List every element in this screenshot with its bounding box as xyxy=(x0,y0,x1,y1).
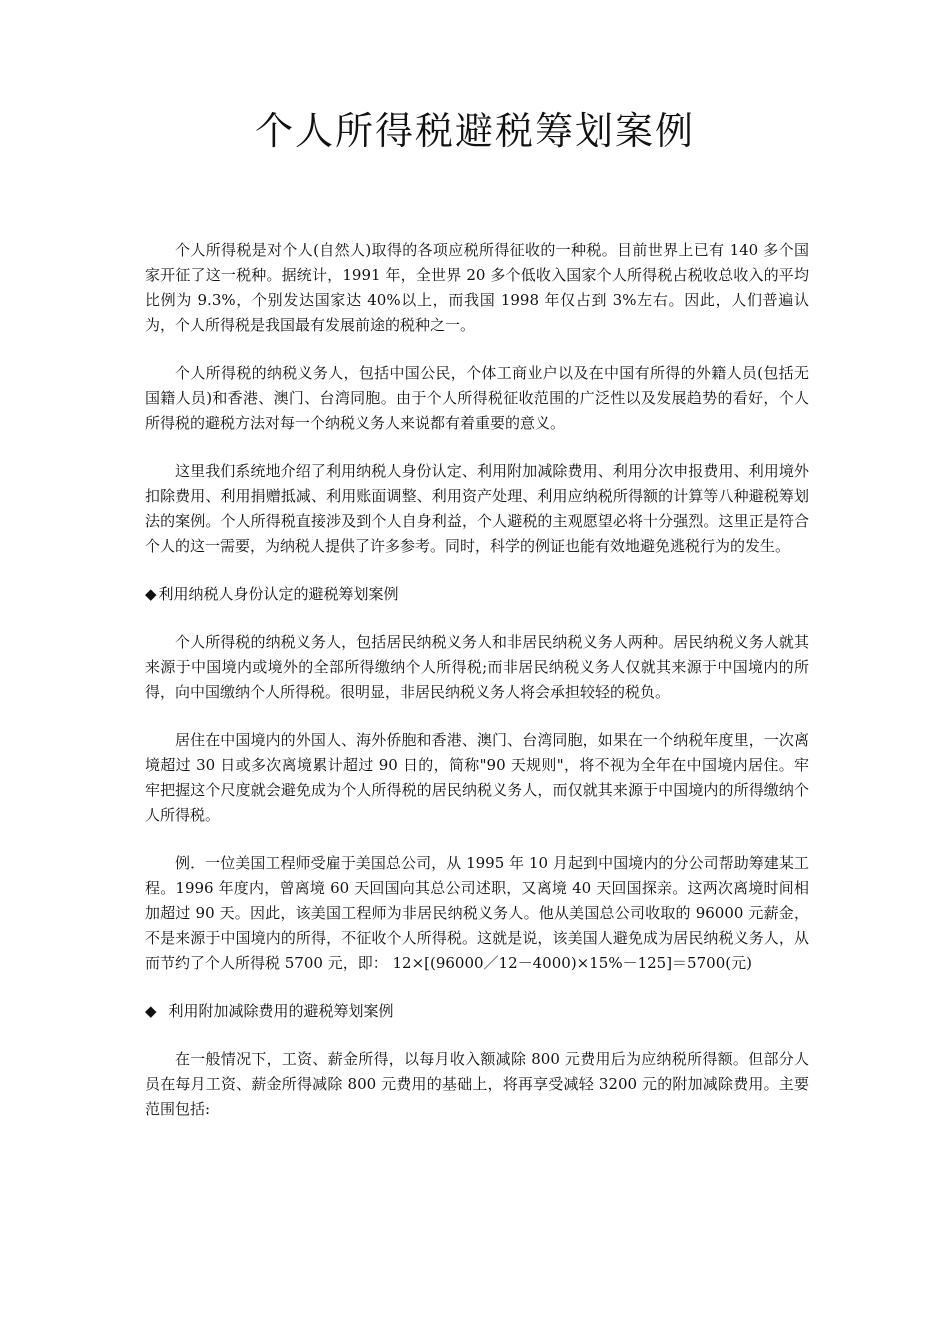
paragraph-intro-1: 个人所得税是对个人(自然人)取得的各项应税所得征收的一种税。目前世界上已有 140 多个国家开征了这一税种。据统计，1991 年，全世界 20 多个低收入国家个人所得税占税收总收入的平均比例为 9.3%，个别发达国家达 40%以上，而我国 1998 年仅占到 3%左右。因此，人们普遍认为，个人所得税是我国最有发展前途的税种之一。 xyxy=(145,241,809,334)
section-heading-label: 利用纳税人身份认定的避税筹划案例 xyxy=(158,585,399,603)
paragraph-intro-3: 这里我们系统地介绍了利用纳税人身份认定、利用附加减除费用、利用分次申报费用、利用境外扣除费用、利用捐赠抵减、利用账面调整、利用资产处理、利用应纳税所得额的计算等八种避税筹划法的案例。个人所得税直接涉及到个人自身利益，个人避税的主观愿望必将十分强烈。这里正是符合个人的这一需要，为纳税人提供了许多参考。同时，科学的例证也能有效地避免逃税行为的发生。 xyxy=(145,462,809,555)
section-heading-label: 利用附加减除费用的避税筹划案例 xyxy=(168,1002,394,1020)
paragraph-identity-1: 个人所得税的纳税义务人，包括居民纳税义务人和非居民纳税义务人两种。居民纳税义务人就其来源于中国境内或境外的全部所得缴纳个人所得税;而非居民纳税义务人仅就其来源于中国境内的所得，向中国缴纳个人所得税。很明显，非居民纳税义务人将会承担较轻的税负。 xyxy=(145,633,809,701)
paragraph-example: 例．一位美国工程师受雇于美国总公司，从 1995 年 10 月起到中国境内的分公司帮助筹建某工程。1996 年度内，曾离境 60 天回国向其总公司述职，又离境 40 天回国探亲。这两次离境时间相加超过 90 天。因此，该美国工程师为非居民纳税义务人。他从美国总公司收取的 96000 元薪金，不是来源于中国境内的所得，不征收个人所得税。这就是说，该美国人避免成为居民纳税义务人，从而节约了个人所得税 5700 元，即： 12×[(96000／12－4000)×15%－125]＝5700(元) xyxy=(145,854,809,972)
paragraph-deduction-1: 在一般情况下，工资、薪金所得，以每月收入额减除 800 元费用后为应纳税所得额。但部分人员在每月工资、薪金所得减除 800 元费用的基础上，将再享受减轻 3200 元的附加减除费用。主要范围包括: xyxy=(145,1050,809,1118)
paragraph-identity-2: 居住在中国境内的外国人、海外侨胞和香港、澳门、台湾同胞，如果在一个纳税年度里，一次离境超过 30 日或多次离境累计超过 90 日的，简称"90 天规则"，将不视为全年在中国境内居住。牢牢把握这个尺度就会避免成为个人所得税的居民纳税义务人，而仅就其来源于中国境内的所得缴纳个人所得税。 xyxy=(145,731,809,824)
document-body xyxy=(145,238,809,1145)
diamond-bullet-icon: ◆ xyxy=(145,1002,157,1020)
paragraph-intro-2: 个人所得税的纳税义务人，包括中国公民，个体工商业户以及在中国有所得的外籍人员(包括无国籍人员)和香港、澳门、台湾同胞。由于个人所得税征收范围的广泛性以及发展趋势的看好，个人所得税的避税方法对每一个纳税义务人来说都有着重要的意义。 xyxy=(145,364,809,432)
document-title: 个人所得税避税筹划案例 xyxy=(254,109,695,153)
section-heading-deduction xyxy=(145,999,809,1024)
section-heading-identity xyxy=(145,582,809,607)
diamond-bullet-icon: ◆ xyxy=(145,585,157,603)
